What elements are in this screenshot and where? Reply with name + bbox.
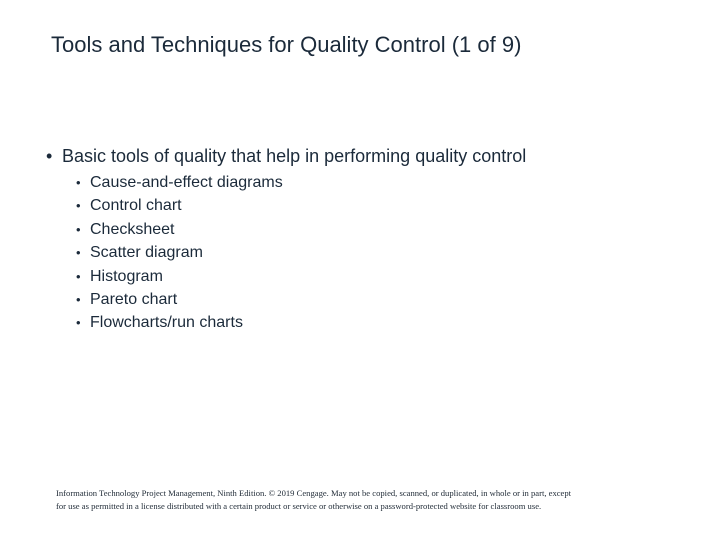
slide-title: Tools and Techniques for Quality Control (1 of 9) xyxy=(51,32,522,57)
list-item xyxy=(76,265,686,288)
main-bullet xyxy=(46,143,686,169)
bullet-marker: • xyxy=(76,198,81,214)
list-item-text: Control chart xyxy=(90,197,182,215)
list-item-text: Checksheet xyxy=(90,220,175,238)
bullet-marker: • xyxy=(76,315,81,331)
footer-line: for use as permitted in a license distributed with a certain product or service or otherwise on a password-protected website for classroom use. xyxy=(56,501,542,511)
list-item-text: Scatter diagram xyxy=(90,244,203,262)
bullet-marker: • xyxy=(76,175,81,190)
bullet-marker: • xyxy=(76,268,81,284)
list-item xyxy=(76,288,686,311)
tools-list xyxy=(46,171,686,335)
list-item-text: Histogram xyxy=(90,267,163,285)
copyright-footer xyxy=(56,487,696,513)
bullet-marker: • xyxy=(76,221,81,237)
list-item xyxy=(76,194,686,217)
list-item-text: Cause-and-effect diagrams xyxy=(90,174,283,191)
footer-line: Information Technology Project Management, Ninth Edition. © 2019 Cengage. May not be copied, scanned, or duplicated, in whole or in part, except xyxy=(56,488,572,498)
slide-content xyxy=(46,143,686,335)
list-item-text: Pareto chart xyxy=(90,291,178,309)
bullet-marker: • xyxy=(46,146,53,166)
bullet-marker: • xyxy=(76,292,81,308)
list-item-text: Flowcharts/run charts xyxy=(90,314,243,332)
main-bullet-text: Basic tools of quality that help in performing quality control xyxy=(62,146,527,166)
list-item xyxy=(76,241,686,264)
list-item xyxy=(76,171,686,194)
bullet-marker: • xyxy=(76,245,81,261)
list-item xyxy=(76,311,686,334)
list-item xyxy=(76,218,686,241)
